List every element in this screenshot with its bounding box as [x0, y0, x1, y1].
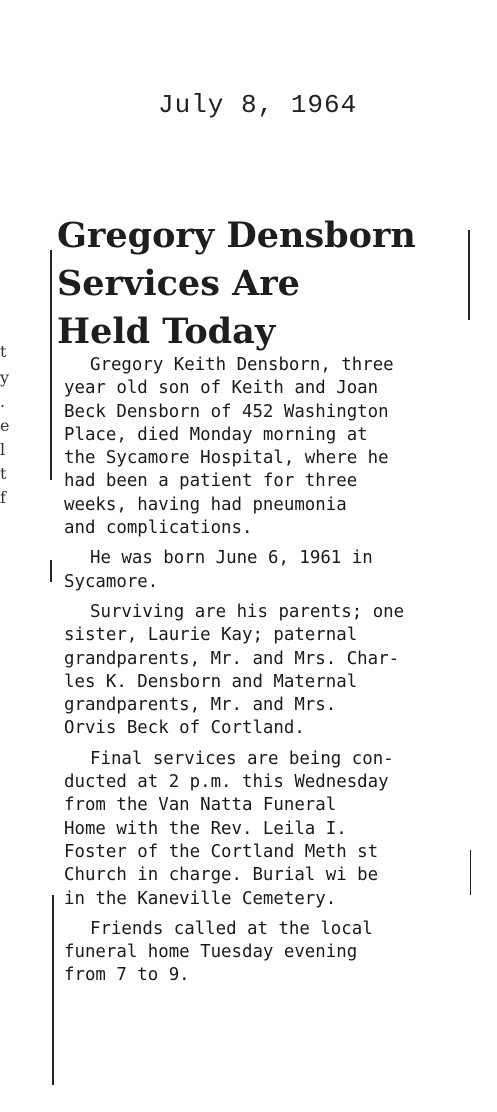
text-line: grandparents, Mr. and Mrs. Char-	[64, 648, 400, 669]
left-column-fragment: y	[0, 368, 10, 387]
article-paragraph	[64, 918, 468, 988]
headline-line: Held Today	[57, 311, 276, 352]
article-paragraph	[64, 748, 468, 911]
article-headline	[57, 212, 457, 356]
text-line: les K. Densborn and Maternal	[64, 671, 358, 692]
article-body	[64, 354, 468, 995]
clipping-date: July 8, 1964	[158, 90, 358, 120]
text-line: Foster of the Cortland Meth st	[64, 841, 379, 862]
column-rule	[50, 560, 52, 582]
article-paragraph	[64, 601, 468, 741]
text-line: Place, died Monday morning at	[64, 424, 368, 445]
text-line: sister, Laurie Kay; paternal	[64, 625, 358, 646]
text-line: ducted at 2 p.m. this Wednesday	[64, 772, 389, 793]
text-line: Beck Densborn of 452 Washington	[64, 401, 389, 422]
left-column-fragment: e	[0, 416, 10, 435]
text-line: from the Van Natta Funeral	[64, 795, 337, 816]
text-line: weeks, having had pneumonia	[64, 494, 347, 515]
article-paragraph	[64, 354, 468, 540]
text-line: had been a patient for three	[64, 471, 358, 492]
text-line: year old son of Keith and Joan	[64, 378, 379, 399]
text-line: Sycamore.	[64, 571, 159, 592]
text-line: from 7 to 9.	[64, 965, 190, 986]
article-paragraph	[64, 547, 468, 594]
text-line: Friends called at the local	[90, 918, 373, 939]
text-line: Orvis Beck of Cortland.	[64, 718, 305, 739]
left-column-fragment: t	[0, 464, 7, 483]
text-line: Church in charge. Burial wi be	[64, 865, 379, 886]
column-rule	[470, 850, 471, 895]
text-line: funeral home Tuesday evening	[64, 942, 358, 963]
text-line: Home with the Rev. Leila I.	[64, 818, 347, 839]
left-column-fragment: .	[0, 392, 6, 411]
left-column-fragment: f	[0, 488, 6, 507]
column-rule	[52, 895, 54, 1085]
text-line: Surviving are his parents; one	[90, 601, 405, 622]
text-line: grandparents, Mr. and Mrs.	[64, 695, 337, 716]
left-column-fragment: t	[0, 342, 7, 361]
text-line: He was born June 6, 1961 in	[90, 548, 373, 569]
headline-line: Services Are	[57, 263, 300, 304]
text-line: the Sycamore Hospital, where he	[64, 448, 389, 469]
column-rule	[50, 250, 52, 480]
text-line: Gregory Keith Densborn, three	[90, 355, 394, 375]
column-rule	[468, 230, 470, 320]
headline-line: Gregory Densborn	[57, 215, 416, 256]
text-line: Final services are being con-	[90, 748, 394, 769]
left-column-fragment: l	[0, 440, 6, 459]
text-line: in the Kaneville Cemetery.	[64, 888, 337, 909]
text-line: and complications.	[64, 518, 253, 539]
